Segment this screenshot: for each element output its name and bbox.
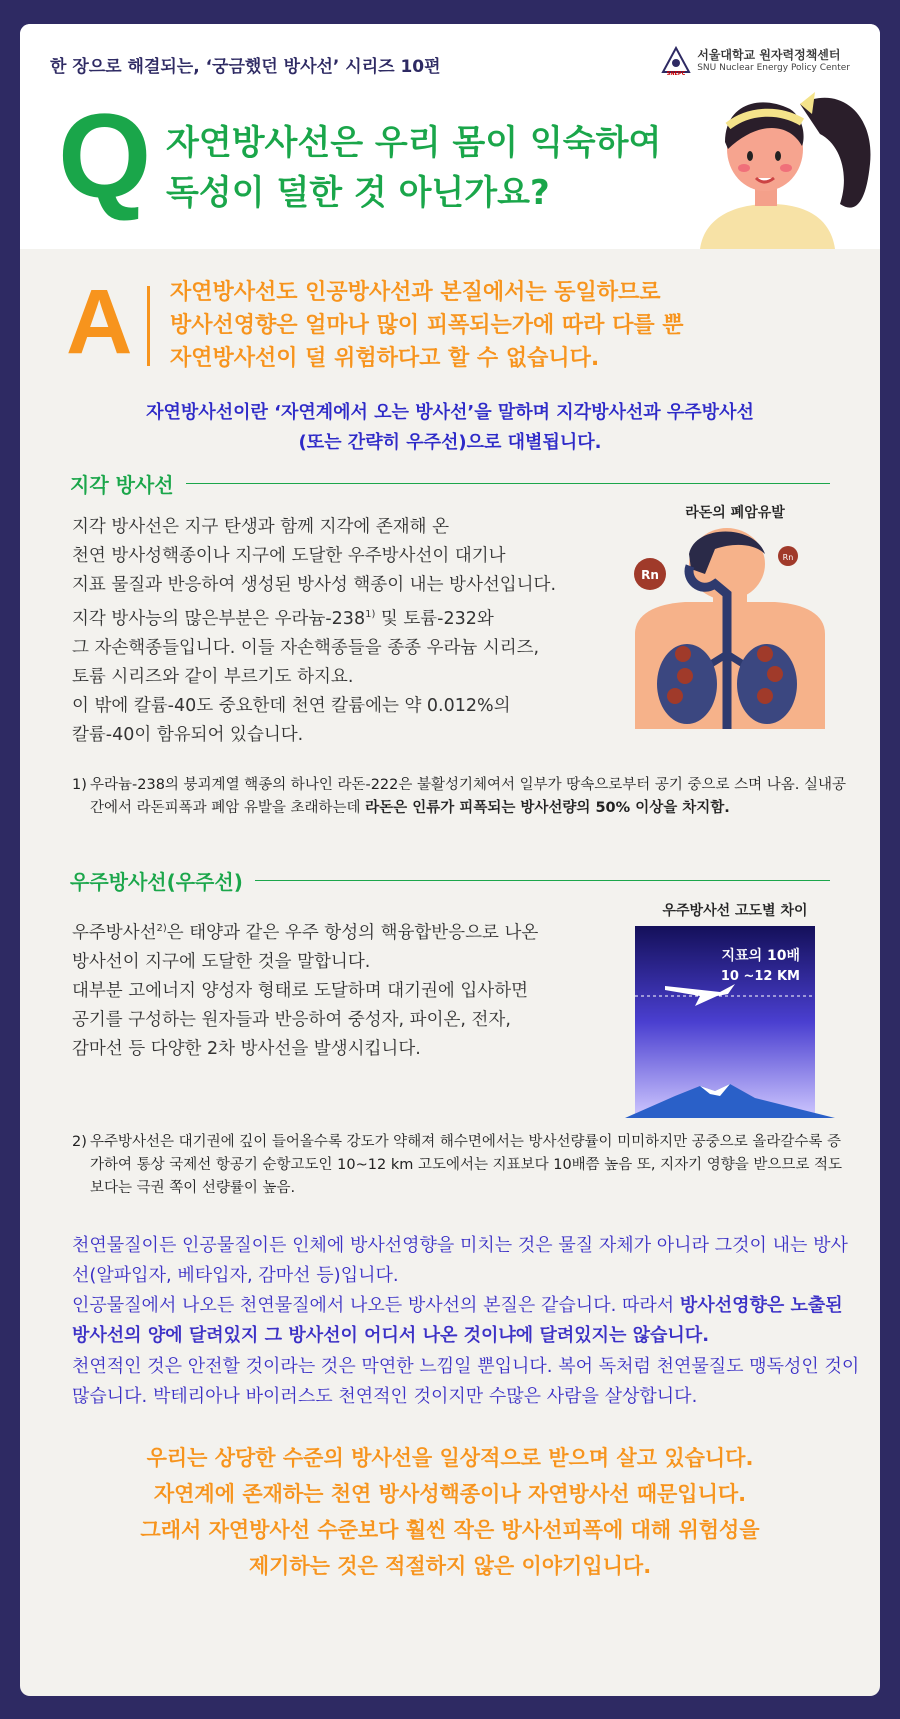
series-title: 한 장으로 해결되는, ‘궁금했던 방사선’ 시리즈 10편 [50, 57, 441, 77]
lungs-illustration-icon [625, 524, 835, 729]
cosmic-figure-caption: 우주방사선 고도별 차이 [662, 903, 808, 919]
thorium-text: 및 토륨-232와 [375, 608, 494, 629]
q-mark: Q [58, 89, 152, 223]
paragraph-2: 천연적인 것은 안전할 것이라는 것은 막연한 느낌일 뿐입니다. 복어 독처럼 천연물질도 맹독성인 것이 많습니다. 박테리아나 바이러스도 천연적인 것이지만 수많은 사람을 살상합니다. [72, 1356, 860, 1407]
terrestrial-title: 지각 방사선 [70, 469, 186, 498]
cosmic-line: 방사선이 지구에 도달한 것을 말합니다. [72, 951, 371, 972]
answer-line-3: 자연방사선이 덜 위험하다고 할 수 없습니다. [170, 346, 600, 371]
footnote-2-text: 우주방사선은 대기권에 깊이 들어올수록 강도가 약해져 해수면에서는 방사선량률이 미미하지만 공중으로 올라갈수록 증가하여 통상 국제선 항공기 순항고도인 10~12 km 고도에서는 지표보다 10배쯤 높음 또, 지자기 영향을 받으므로 적도보다는 극권 쪽이 선량률이 높음. [90, 1134, 843, 1196]
intro-line-1: 자연방사선이란 ‘자연계에서 오는 방사선’을 말하며 지각방사선과 우주방사선 [146, 402, 754, 423]
footnote-1 [72, 774, 852, 820]
paragraph-1-b-text: 인공물질에서 나오든 천연물질에서 나오든 방사선의 본질은 같습니다. 따라서 [72, 1295, 680, 1316]
terrestrial-line: 칼륨-40이 함유되어 있습니다. [72, 724, 304, 745]
footnote-1-number: 1) [72, 777, 87, 793]
a-mark: A [66, 271, 133, 373]
conclusion-line-2: 자연계에 존재하는 천연 방사성핵종이나 자연방사선 때문입니다. [153, 1482, 747, 1506]
answer-line-2: 방사선영향은 얼마나 많이 피폭되는가에 따라 다를 뿐 [170, 313, 684, 338]
logo-korean: 서울대학교 원자력정책센터 [697, 48, 841, 62]
airplane-altitude-illustration-icon [625, 926, 835, 1118]
paragraph-1 [72, 1231, 862, 1351]
conclusion-line-4: 제기하는 것은 적절하지 않은 이야기입니다. [248, 1554, 652, 1578]
footnote-1-text: 우라늄-238의 붕괴계열 핵종의 하나인 라돈-222은 불활성기체여서 일부가 땅속으로부터 공기 중으로 스며 나옴. 실내공간에서 라돈피폭과 폐암 유발을 초래하는데 [90, 777, 847, 816]
footnote-ref-2: 2) [156, 923, 167, 934]
question-line-1: 자연방사선은 우리 몸이 익숙하여 [166, 123, 662, 163]
terrestrial-line: 그 자손핵종들입니다. 이들 자손핵종들을 종종 우라늄 시리즈, [72, 637, 540, 658]
paragraph-1-a: 천연물질이든 인공물질이든 인체에 방사선영향을 미치는 것은 물질 자체가 아니라 그것이 내는 방사선(알파입자, 베타입자, 감마선 등)입니다. [72, 1235, 848, 1286]
terrestrial-line: 지각 방사선은 지구 탄생과 함께 지각에 존재해 온 [72, 517, 450, 537]
footnote-2 [72, 1131, 852, 1200]
intro-text [20, 398, 880, 458]
terrestrial-line: 지표 물질과 반응하여 생성된 방사성 핵종이 내는 방사선입니다. [72, 575, 557, 595]
footnote-ref-1: 1) [365, 609, 376, 620]
infographic-card [20, 24, 880, 1696]
footnote-1-bold: 라돈은 인류가 피폭되는 방사선량의 50% 이상을 차지함. [365, 800, 730, 816]
cosmic-body [72, 914, 632, 1064]
uranium-text: 지각 방사능의 많은부분은 우라늄-238 [72, 608, 366, 629]
question-title [166, 118, 661, 218]
footnote-2-number: 2) [72, 1134, 87, 1150]
paragraph-1-b [72, 1291, 862, 1351]
altitude-label-2: 10 ~12 KM [720, 969, 800, 984]
intro-line-2: (또는 간략히 우주선)으로 대별됩니다. [298, 432, 602, 453]
logo-english: SNU Nuclear Energy Policy Center [697, 63, 850, 73]
cosmic-title: 우주방사선(우주선) [70, 866, 255, 895]
cosmic-line: 공기를 구성하는 원자들과 반응하여 중성자, 파이온, 전자, [72, 1009, 511, 1030]
terrestrial-line: 토륨 시리즈와 같이 부르기도 하지요. [72, 666, 354, 687]
cosmic-line: 대부분 고에너지 양성자 형태로 도달하며 대기권에 입사하면 [72, 980, 528, 1001]
question-line-2: 독성이 덜한 것 아닌가요? [166, 173, 550, 213]
terrestrial-line: 천연 방사성핵종이나 지구에 도달한 우주방사선이 대기나 [72, 546, 506, 566]
conclusion-line-3: 그래서 자연방사선 수준보다 훨씬 작은 방사선피폭에 대해 위험성을 [140, 1518, 760, 1542]
terrestrial-line [72, 600, 632, 634]
cosmic-line: 감마선 등 다양한 2차 방사선을 발생시킵니다. [72, 1038, 421, 1059]
cosmic-text: 은 태양과 같은 우주 항성의 핵융합반응으로 나온 [166, 922, 539, 943]
rn-label: Rn [641, 568, 659, 582]
conclusion-line-1: 우리는 상당한 수준의 방사선을 일상적으로 받으며 살고 있습니다. [146, 1446, 754, 1470]
altitude-label-1: 지표의 10배 [721, 948, 800, 964]
rn-label: Rn [782, 553, 794, 562]
radon-figure-caption: 라돈의 폐암유발 [685, 505, 785, 521]
conclusion [20, 1440, 880, 1584]
logo-mark-text: SNEPC [666, 71, 686, 76]
cosmic-line [72, 914, 632, 948]
paragraph-1-bold: 방사선영향은 노출된 방사선의 양에 달려있지 그 방사선이 어디서 나온 것이냐에 달려있지는 않습니다. [72, 1295, 843, 1346]
terrestrial-body [72, 513, 632, 750]
cosmic-text: 우주방사선 [72, 922, 157, 943]
girl-illustration-icon [680, 64, 880, 249]
question-header [20, 24, 880, 249]
answer-divider [147, 286, 150, 366]
terrestrial-line: 이 밖에 칼륨-40도 중요한데 천연 칼륨에는 약 0.012%의 [72, 695, 511, 716]
answer-text [170, 276, 684, 375]
answer-line-1: 자연방사선도 인공방사선과 본질에서는 동일하므로 [170, 280, 661, 305]
